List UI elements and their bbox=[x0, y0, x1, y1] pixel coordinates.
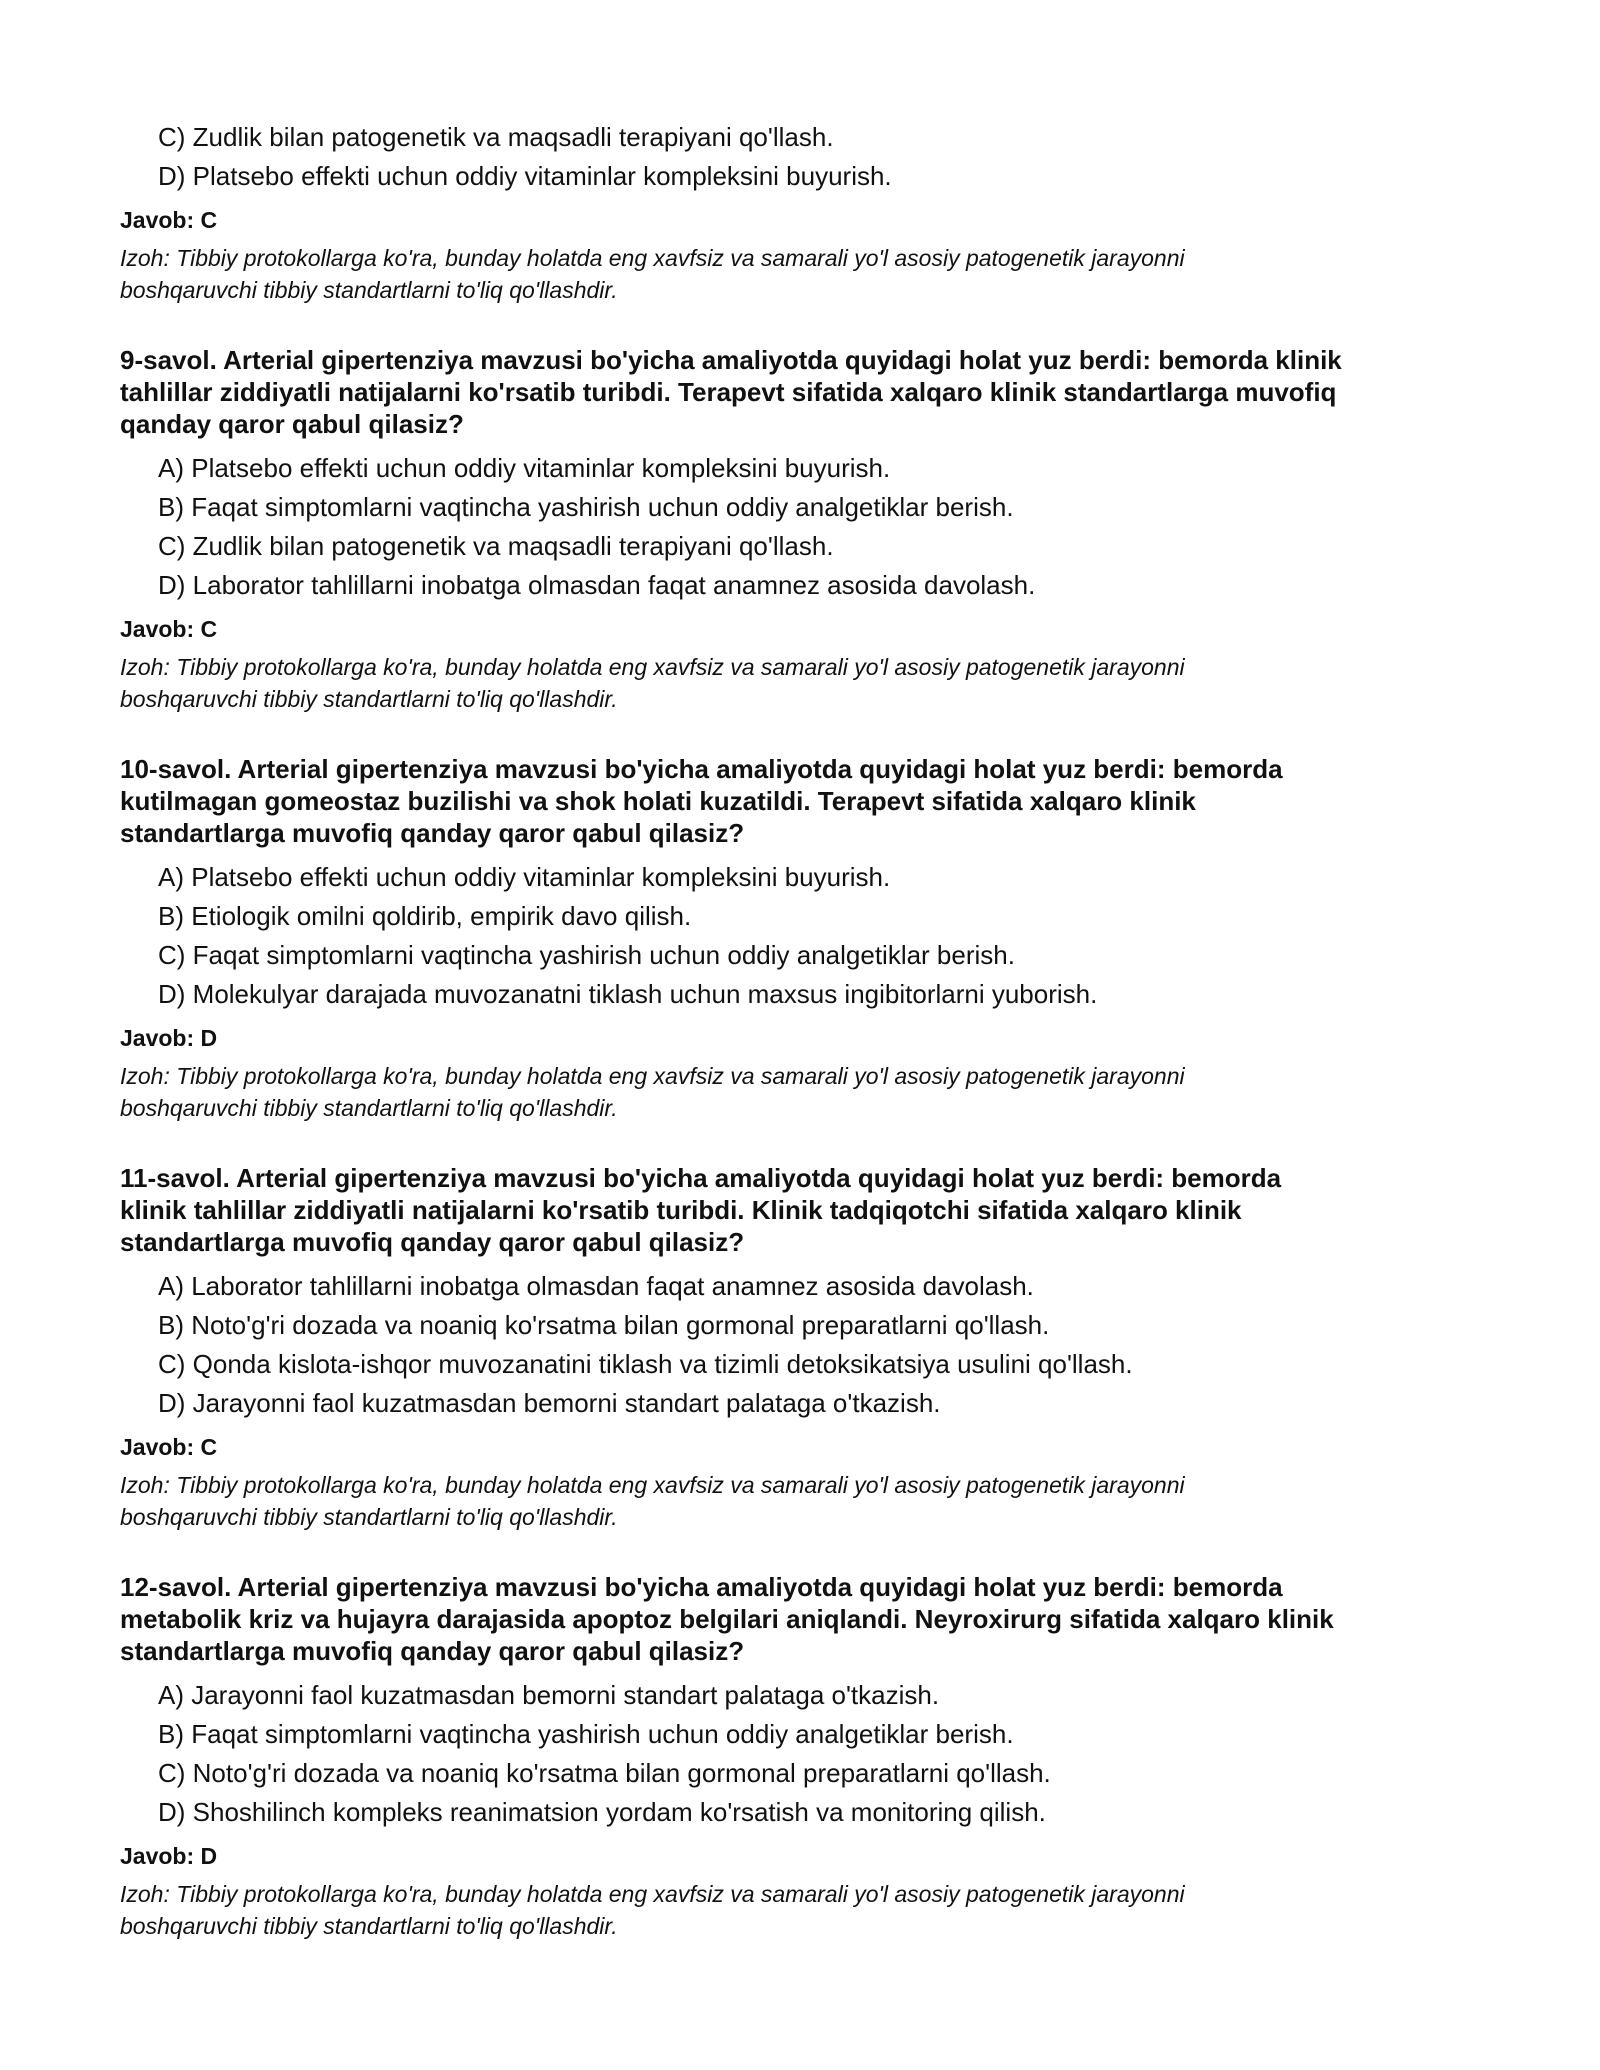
option-b: B) Noto'g'ri dozada va noaniq ko'rsatma bilan gormonal preparatlarni qo'llash. bbox=[158, 1310, 1050, 1340]
question-11 bbox=[120, 1162, 1500, 1533]
question-title-line: tahlillar ziddiyatli natijalarni ko'rsatib turibdi. Terapevt sifatida xalqaro klinik standartlarga muvofiq bbox=[120, 377, 1337, 407]
explanation-note bbox=[120, 1469, 1500, 1533]
option-b: B) Faqat simptomlarni vaqtincha yashirish uchun oddiy analgetiklar berish. bbox=[158, 492, 1014, 522]
option-d: D) Jarayonni faol kuzatmasdan bemorni standart palataga o'tkazish. bbox=[158, 1388, 941, 1418]
question-title-line: metabolik kriz va hujayra darajasida apoptoz belgilari aniqlandi. Neyroxirurg sifatida xalqaro klinik bbox=[120, 1604, 1334, 1634]
note-line: boshqaruvchi tibbiy standartlarni to'liq qo'llashdir. bbox=[120, 277, 618, 303]
note-line: boshqaruvchi tibbiy standartlarni to'liq qo'llashdir. bbox=[120, 686, 618, 712]
note-line: Izoh: Tibbiy protokollarga ko'ra, bunday holatda eng xavfsiz va samarali yo'l asosiy patogenetik jarayonni bbox=[120, 245, 1185, 271]
option-a: A) Jarayonni faol kuzatmasdan bemorni standart palataga o'tkazish. bbox=[158, 1680, 940, 1710]
question-12 bbox=[120, 1571, 1500, 1942]
option-b: B) Faqat simptomlarni vaqtincha yashirish uchun oddiy analgetiklar berish. bbox=[158, 1719, 1014, 1749]
note-line: Izoh: Tibbiy protokollarga ko'ra, bunday holatda eng xavfsiz va samarali yo'l asosiy patogenetik jarayonni bbox=[120, 1881, 1185, 1907]
option-c: C) Noto'g'ri dozada va noaniq ko'rsatma bilan gormonal preparatlarni qo'llash. bbox=[158, 1758, 1051, 1788]
document-page bbox=[120, 118, 1500, 1942]
question-9 bbox=[120, 344, 1500, 715]
question-title-line: 12-savol. Arterial gipertenziya mavzusi bo'yicha amaliyotda quyidagi holat yuz berdi: bemorda bbox=[120, 1572, 1283, 1602]
answer-label: Javob: C bbox=[120, 207, 218, 233]
option-b: B) Etiologik omilni qoldirib, empirik davo qilish. bbox=[158, 901, 692, 931]
option-d: D) Shoshilinch kompleks reanimatsion yordam ko'rsatish va monitoring qilish. bbox=[158, 1797, 1046, 1827]
answer-label: Javob: C bbox=[120, 616, 218, 642]
question-title-line: qanday qaror qabul qilasiz? bbox=[120, 409, 464, 439]
explanation-note bbox=[120, 242, 1500, 306]
option-d: D) Platsebo effekti uchun oddiy vitaminlar kompleksini buyurish. bbox=[158, 161, 892, 191]
option-c: C) Faqat simptomlarni vaqtincha yashirish uchun oddiy analgetiklar berish. bbox=[158, 940, 1015, 970]
question-title-line: 9-savol. Arterial gipertenziya mavzusi bo'yicha amaliyotda quyidagi holat yuz berdi: bemorda klinik bbox=[120, 345, 1342, 375]
question-10 bbox=[120, 753, 1500, 1124]
explanation-note bbox=[120, 1060, 1500, 1124]
question-title-line: 10-savol. Arterial gipertenziya mavzusi bo'yicha amaliyotda quyidagi holat yuz berdi: bemorda bbox=[120, 754, 1283, 784]
question-title bbox=[120, 753, 1500, 849]
question-title bbox=[120, 344, 1500, 440]
question-title-line: standartlarga muvofiq qanday qaror qabul qilasiz? bbox=[120, 818, 745, 848]
question-title-line: 11-savol. Arterial gipertenziya mavzusi bo'yicha amaliyotda quyidagi holat yuz berdi: bemorda bbox=[120, 1163, 1282, 1193]
note-line: Izoh: Tibbiy protokollarga ko'ra, bunday holatda eng xavfsiz va samarali yo'l asosiy patogenetik jarayonni bbox=[120, 654, 1185, 680]
option-a: A) Platsebo effekti uchun oddiy vitaminlar kompleksini buyurish. bbox=[158, 862, 891, 892]
explanation-note bbox=[120, 1878, 1500, 1942]
explanation-note bbox=[120, 651, 1500, 715]
answer-label: Javob: D bbox=[120, 1843, 218, 1869]
question-title-line: standartlarga muvofiq qanday qaror qabul qilasiz? bbox=[120, 1227, 745, 1257]
answer-label: Javob: D bbox=[120, 1025, 218, 1051]
option-d: D) Laborator tahlillarni inobatga olmasdan faqat anamnez asosida davolash. bbox=[158, 570, 1036, 600]
option-c: C) Zudlik bilan patogenetik va maqsadli terapiyani qo'llash. bbox=[158, 531, 834, 561]
note-line: boshqaruvchi tibbiy standartlarni to'liq qo'llashdir. bbox=[120, 1095, 618, 1121]
option-c: C) Qonda kislota-ishqor muvozanatini tiklash va tizimli detoksikatsiya usulini qo'llash. bbox=[158, 1349, 1133, 1379]
option-a: A) Platsebo effekti uchun oddiy vitaminlar kompleksini buyurish. bbox=[158, 453, 891, 483]
note-line: boshqaruvchi tibbiy standartlarni to'liq qo'llashdir. bbox=[120, 1504, 618, 1530]
note-line: boshqaruvchi tibbiy standartlarni to'liq qo'llashdir. bbox=[120, 1913, 618, 1939]
question-title bbox=[120, 1162, 1500, 1258]
option-c: C) Zudlik bilan patogenetik va maqsadli terapiyani qo'llash. bbox=[158, 122, 834, 152]
question-title-line: klinik tahlillar ziddiyatli natijalarni ko'rsatib turibdi. Klinik tadqiqotchi sifatida xalqaro klinik bbox=[120, 1195, 1242, 1225]
question-title bbox=[120, 1571, 1500, 1667]
question-title-line: kutilmagan gomeostaz buzilishi va shok holati kuzatildi. Terapevt sifatida xalqaro klinik bbox=[120, 786, 1196, 816]
note-line: Izoh: Tibbiy protokollarga ko'ra, bunday holatda eng xavfsiz va samarali yo'l asosiy patogenetik jarayonni bbox=[120, 1063, 1185, 1089]
answer-label: Javob: C bbox=[120, 1434, 218, 1460]
option-a: A) Laborator tahlillarni inobatga olmasdan faqat anamnez asosida davolash. bbox=[158, 1271, 1034, 1301]
note-line: Izoh: Tibbiy protokollarga ko'ra, bunday holatda eng xavfsiz va samarali yo'l asosiy patogenetik jarayonni bbox=[120, 1472, 1185, 1498]
question-title-line: standartlarga muvofiq qanday qaror qabul qilasiz? bbox=[120, 1636, 745, 1666]
question-8-continuation bbox=[120, 118, 1500, 306]
option-d: D) Molekulyar darajada muvozanatni tiklash uchun maxsus ingibitorlarni yuborish. bbox=[158, 979, 1098, 1009]
